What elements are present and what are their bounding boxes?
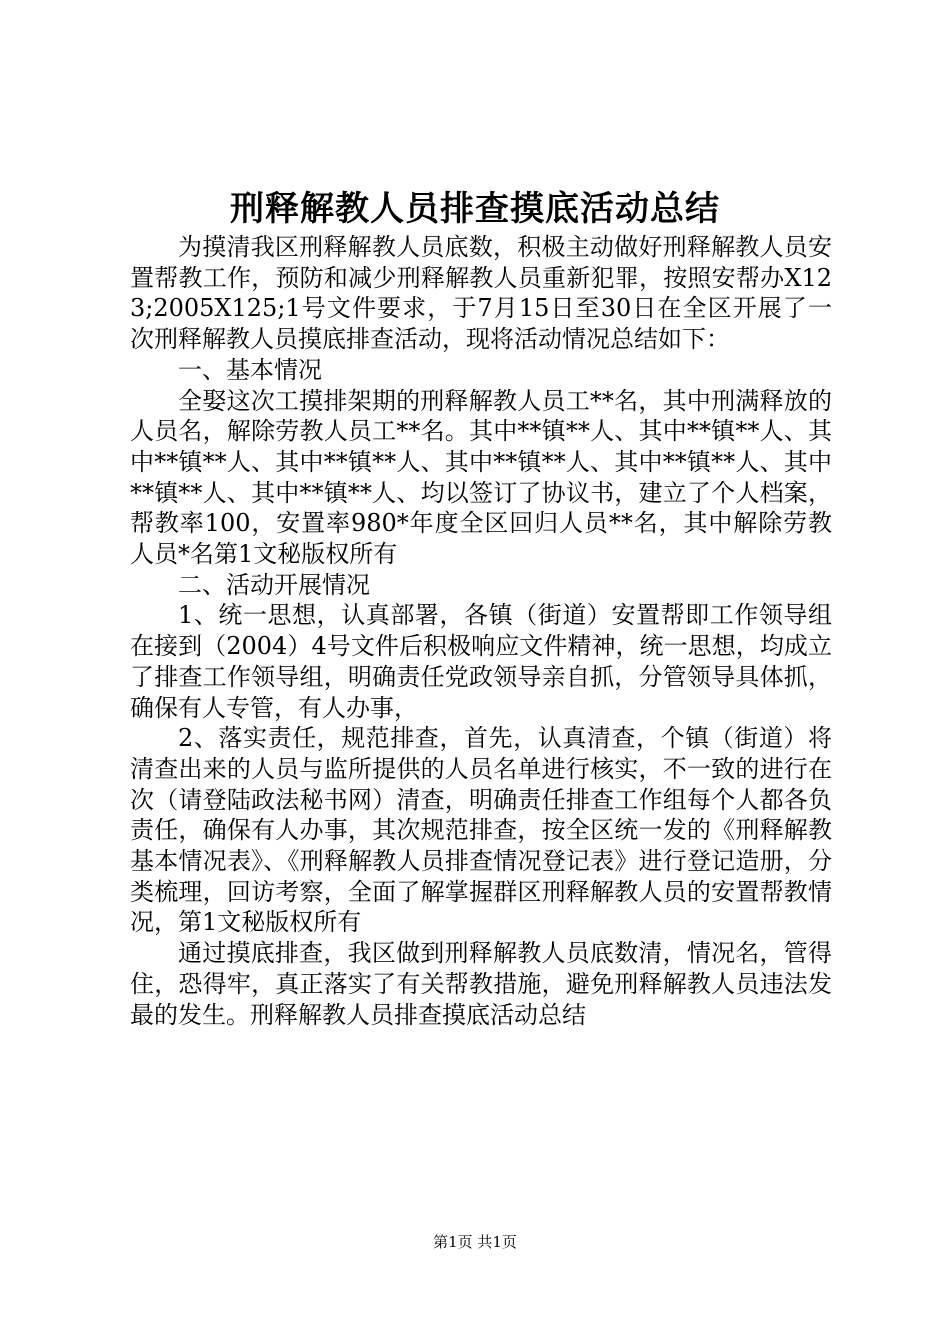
section-heading-activities: 二、活动开展情况 [178, 570, 370, 599]
page-footer: 第1页 共1页 [433, 1233, 517, 1251]
intro-paragraph: 为摸清我区刑释解教人员底数，积极主动做好刑释解教人员安置帮教工作，预防和减少刑释解教人员重新犯罪，按照安帮办X123;2005X125;1号文件要求，于7月15日至30日在全区开展了一次刑释解教人员摸底排查活动，现将活动情况总结如下： [130, 233, 832, 354]
document-body [130, 232, 832, 1030]
section-heading-basic: 一、基本情况 [178, 355, 322, 384]
basic-info-paragraph: 全娶这次工摸排架期的刑释解教人员工**名，其中刑满释放的人员名，解除劳教人员工**名。其中**镇**人、其中**镇**人、其中**镇**人、其中**镇**人、其中**镇**人、其中**镇**人、其中**镇**人、其中**镇**人、均以签订了协议书，建立了个人档案，帮教率100，安置率980*年度全区回归人员**名，其中解除劳教人员*名第1文秘版权所有 [130, 386, 832, 569]
activity-item-1-paragraph: 1、统一思想，认真部署，各镇（街道）安置帮即工作领导组在接到（2004）4号文件后积极响应文件精神，统一思想，均成立了排查工作领导组，明确责任党政领导亲自抓，分管领导具体抓，确保有人专管，有人办事， [130, 601, 832, 722]
activity-item-2-paragraph: 2、落实责任，规范排查，首先，认真清查，个镇（街道）将清查出来的人员与监所提供的人员名单进行核实，不一致的进行在次（请登陆政法秘书网）清查，明确责任排查工作组每个人都各负责任，确保有人办事，其次规范排查，按全区统一发的《刑释解教基本情况表》、《刑释解教人员排查情况登记表》进行登记造册，分类梳理，回访考察，全面了解掌握群区刑释解教人员的安置帮教情况，第1文秘版权所有 [130, 724, 832, 937]
conclusion-paragraph: 通过摸底排查，我区做到刑释解教人员底数清，情况名，管得住，恐得牢，真正落实了有关帮教措施，避免刑释解教人员违法发最的发生。刑释解教人员排查摸底活动总结 [130, 939, 832, 1029]
document-title: 刑释解教人员排查摸底活动总结 [230, 189, 720, 229]
